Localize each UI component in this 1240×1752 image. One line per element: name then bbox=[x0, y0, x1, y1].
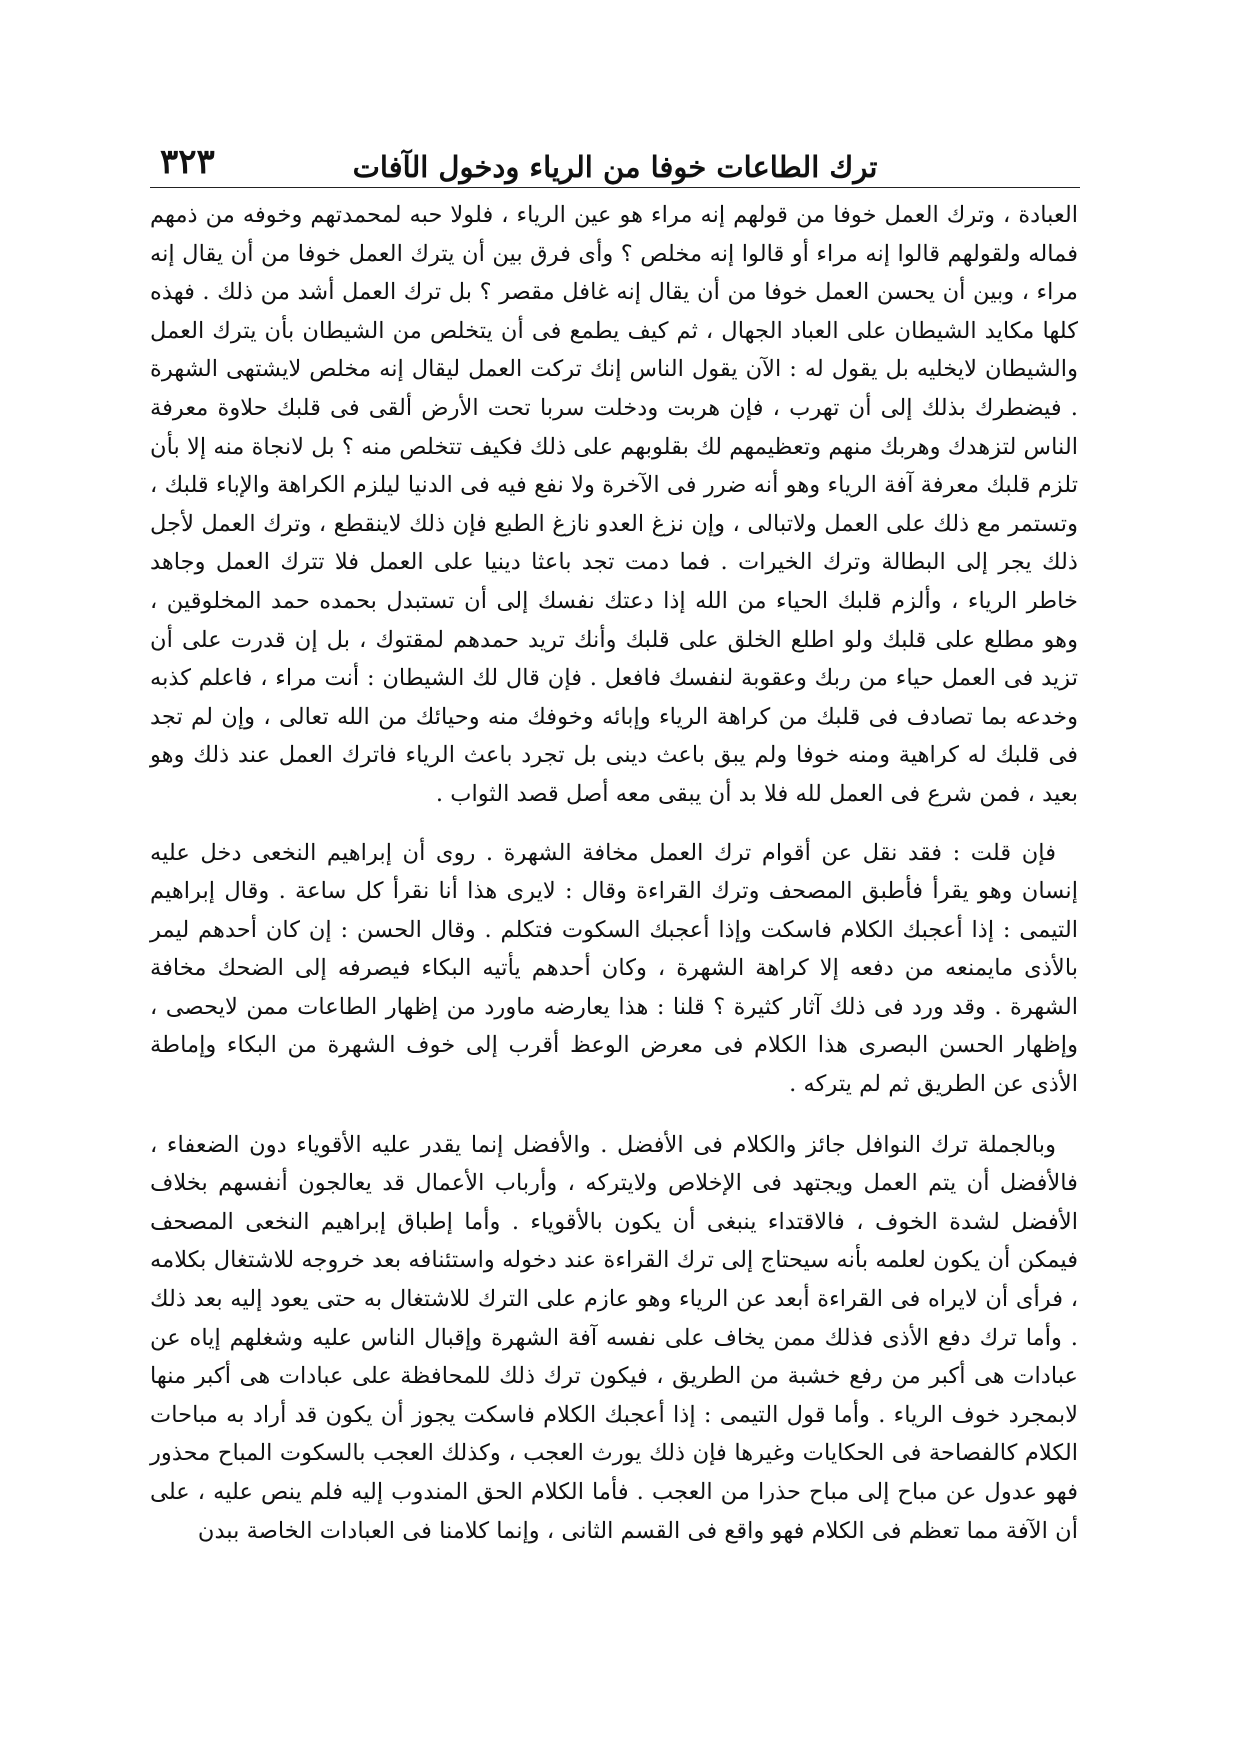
paragraph: العبادة ، وترك العمل خوفا من قولهم إنه مراء هو عين الرياء ، فلولا حبه لمحمدتهم وخوفه من ذمهم فماله ولقولهم قالوا إنه مراء أو قالوا إنه مخلص ؟ وأى فرق بين أن يترك العمل خوفا من أن يقال إنه مراء ، وبين أن يحسن العمل خوفا من أن يقال إنه غافل مقصر ؟ بل ترك العمل أشد من ذلك . فهذه كلها مكايد الشيطان على العباد الجهال ، ثم كيف يطمع فى أن يتخلص من الشيطان بأن يترك العمل والشيطان لايخليه بل يقول له : الآن يقول الناس إنك تركت العمل ليقال إنه مخلص لايشتهى الشهرة . فيضطرك بذلك إلى أن تهرب ، فإن هربت ودخلت سربا تحت الأرض ألقى فى قلبك حلاوة معرفة الناس لتزهدك وهربك منهم وتعظيمهم لك بقلوبهم على ذلك فكيف تتخلص منه ؟ بل لانجاة منه إلا بأن تلزم قلبك معرفة آفة الرياء وهو أنه ضرر فى الآخرة ولا نفع فيه فى الدنيا ليلزم الكراهة والإباء قلبك ، وتستمر مع ذلك على العمل ولاتبالى ، وإن نزغ العدو نازغ الطبع فإن ذلك لاينقطع ، وترك العمل لأجل ذلك يجر إلى البطالة وترك الخيرات . فما دمت تجد باعثا دينيا على العمل فلا تترك العمل وجاهد خاطر الرياء ، وألزم قلبك الحياء من الله إذا دعتك نفسك إلى أن تستبدل بحمده حمد المخلوقين ، وهو مطلع على قلبك ولو اطلع الخلق على قلبك وأنك تريد حمدهم لمقتوك ، بل إن قدرت على أن تزيد فى العمل حياء من ربك وعقوبة لنفسك فافعل . فإن قال لك الشيطان : أنت مراء ، فاعلم كذبه وخدعه بما تصادف فى قلبك من كراهة الرياء وإبائه وخوفك منه وحيائك من الله تعالى ، وإن لم تجد فى قلبك له كراهية ومنه خوفا ولم يبق باعث دينى بل تجرد باعث الرياء فاترك العمل عند ذلك وهو بعيد ، فمن شرع فى العمل لله فلا بد أن يبقى معه أصل قصد الثواب . bbox=[150, 202, 1078, 807]
running-title: ترك الطاعات خوفا من الرياء ودخول الآفات bbox=[352, 150, 878, 184]
paragraph: وبالجملة ترك النوافل جائز والكلام فى الأفضل . والأفضل إنما يقدر عليه الأقوياء دون الضعفاء ، فالأفضل أن يتم العمل ويجتهد فى الإخلاص ولايتركه ، وأرباب الأعمال قد يعالجون أنفسهم بخلاف الأفضل لشدة الخوف ، فالاقتداء ينبغى أن يكون بالأقوياء . وأما إطباق إبراهيم النخعى المصحف فيمكن أن يكون لعلمه بأنه سيحتاج إلى ترك القراءة عند دخوله واستئنافه بعد خروجه للاشتغال بكلامه ، فرأى أن لايراه فى القراءة أبعد عن الرياء وهو عازم على الترك للاشتغال به حتى يعود إليه بعد ذلك . وأما ترك دفع الأذى فذلك ممن يخاف على نفسه آفة الشهرة وإقبال الناس عليه وشغلهم إياه عن عبادات هى أكبر من رفع خشبة من الطريق ، فيكون ترك ذلك للمحافظة على عبادات هى أكبر منها لابمجرد خوف الرياء . وأما قول التيمى : إذا أعجبك الكلام فاسكت يجوز أن يكون قد أراد به مباحات الكلام كالفصاحة فى الحكايات وغيرها فإن ذلك يورث العجب ، وكذلك العجب بالسكوت المباح محذور فهو عدول عن مباح إلى مباح حذرا من العجب . فأما الكلام الحق المندوب إليه فلم ينص عليه ، على أن الآفة مما تعظم فى الكلام فهو واقع فى القسم الثانى ، وإنما كلامنا فى العبادات الخاصة ببدن bbox=[150, 1131, 1078, 1544]
header-rule bbox=[150, 187, 1080, 188]
page-header bbox=[150, 140, 1080, 184]
paragraph: فإن قلت : فقد نقل عن أقوام ترك العمل مخافة الشهرة . روى أن إبراهيم النخعى دخل عليه إنسان وهو يقرأ فأطبق المصحف وترك القراءة وقال : لايرى هذا أنا نقرأ كل ساعة . وقال إبراهيم التيمى : إذا أعجبك الكلام فاسكت وإذا أعجبك السكوت فتكلم . وقال الحسن : إن كان أحدهم ليمر بالأذى مايمنعه من دفعه إلا كراهة الشهرة ، وكان أحدهم يأتيه البكاء فيصرفه إلى الضحك مخافة الشهرة . وقد ورد فى ذلك آثار كثيرة ؟ قلنا : هذا يعارضه ماورد من إظهار الطاعات ممن لايحصى ، وإظهار الحسن البصرى هذا الكلام فى معرض الوعظ أقرب إلى خوف الشهرة من البكاء وإماطة الأذى عن الطريق ثم لم يتركه . bbox=[150, 839, 1078, 1098]
page-number: ٣٢٣ bbox=[160, 142, 215, 182]
main-text bbox=[150, 196, 1078, 1550]
